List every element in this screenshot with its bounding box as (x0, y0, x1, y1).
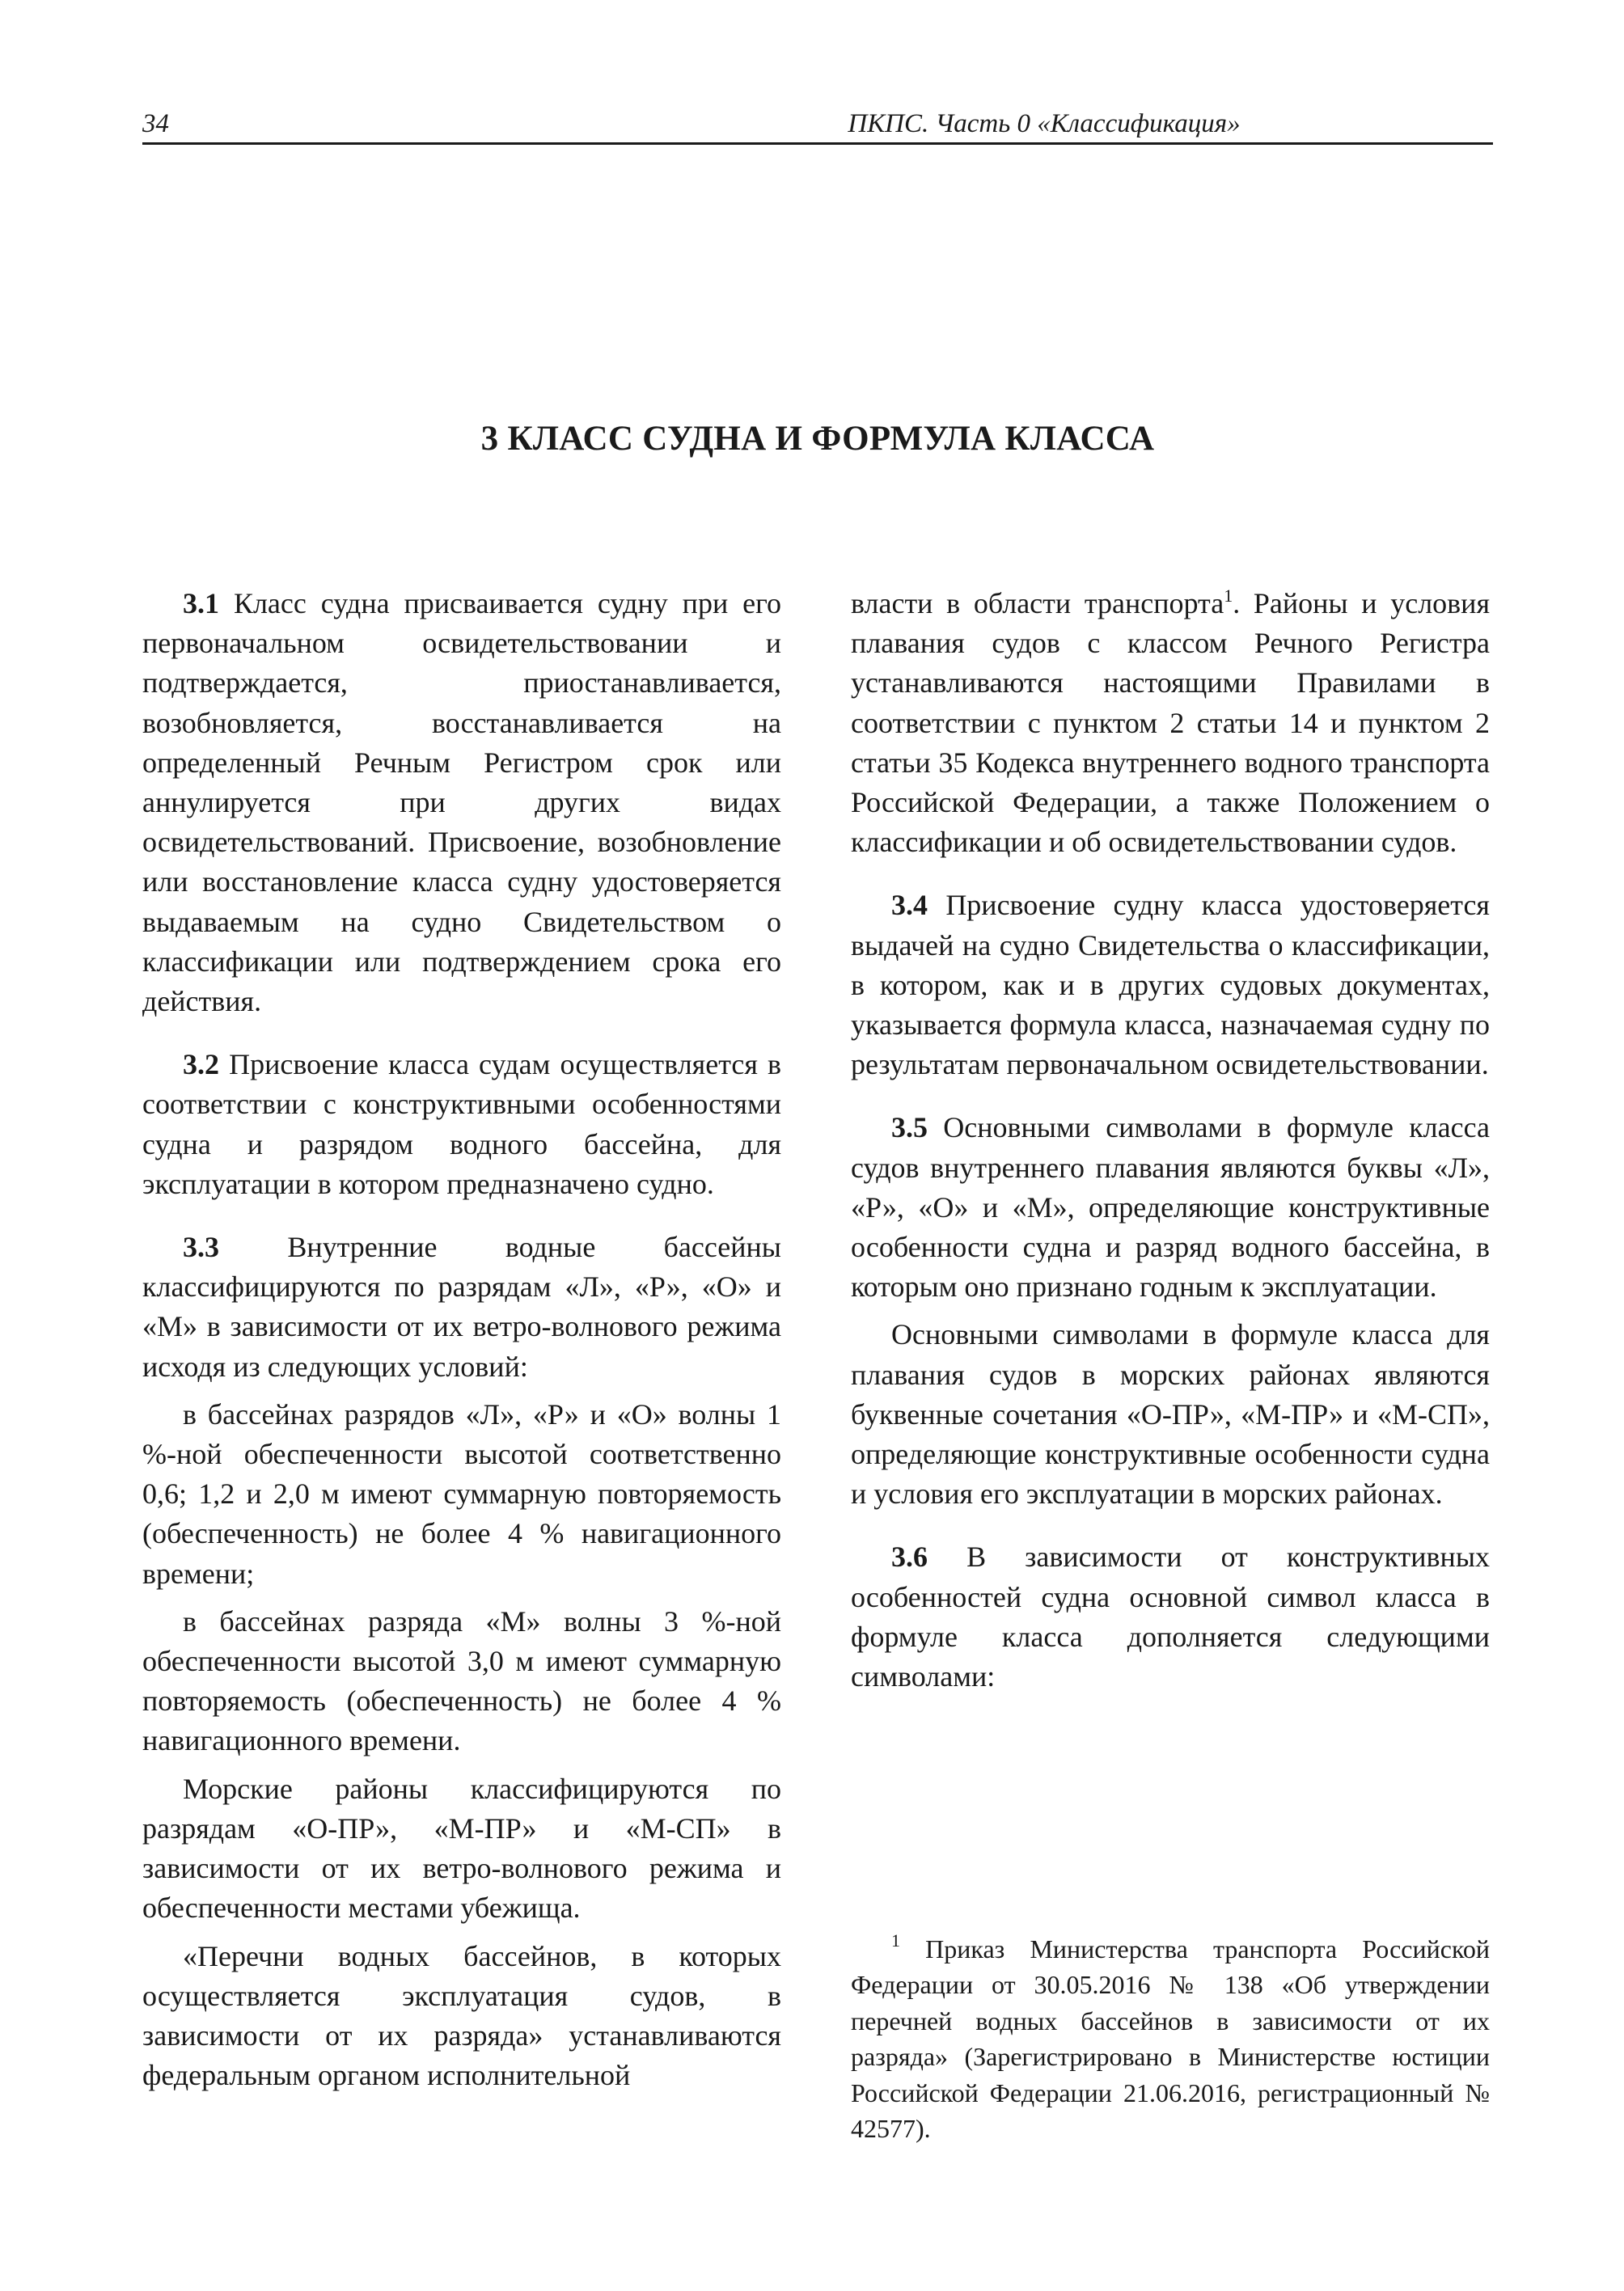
section-text: Класс судна присваивается судну при его первоначальном освидетельствовании и подтверждается, приостанавливается, возобновляется, восстанавливается на определенный Речным Регистром срок или аннулируется при других видах освидетельствований. Присвоение, возобновление или восстановление класса судну удостоверяется выдаваемым на судно Свидетельством о классификации или подтверждением срока его действия. (142, 587, 781, 1018)
section-number: 3.3 (183, 1231, 219, 1264)
footnote-body: Приказ Министерства транспорта Российской Федерации от 30.05.2016 № 138 «Об утверждении перечней водных бассейнов в зависимости от их разряда» (Зарегистрировано в Министерстве юстиции Российской Федерации 21.06.2016, регистрационный № 42577). (851, 1934, 1491, 2144)
section-number: 3.1 (183, 587, 219, 619)
section-text: Присвоение судну класса удостоверяется выдачей на судно Свидетельства о классификации, в котором, как и в других судовых документах, указывается формула класса, назначаемая судну по результатам первоначальном освидетельствовании. (851, 889, 1490, 1081)
section-3-3 (142, 1228, 781, 1387)
section-number: 3.6 (891, 1541, 928, 1574)
section-text: Присвоение класса судам осуществляется в соответствии с конструктивными особенностями судна и разрядом водного бассейна, для эксплуатации в котором предназначено судно. (142, 1048, 782, 1200)
section-3-3-para: Морские районы классифицируются по разрядам «О-ПР», «М-ПР» и «М-СП» в зависимости от их ветро-волнового режима и обеспеченности местами убежища. (142, 1772, 781, 1925)
section-number: 3.4 (891, 889, 928, 922)
section-text: Внутренние водные бассейны классифицируются по разрядам «Л», «Р», «О» и «М» в зависимости от их ветро-волнового режима исходя из следующих условий: (142, 1231, 781, 1383)
footnote-text (851, 1931, 1490, 2146)
section-3-1 (142, 584, 781, 1021)
continuation-text: власти в области транспорта (851, 587, 1224, 619)
section-3-6 (851, 1537, 1490, 1697)
footnote-reference: 1 (1224, 585, 1233, 606)
page-number: 34 (142, 109, 169, 138)
right-column (851, 584, 1490, 1697)
section-3-3-para: в бассейнах разрядов «Л», «Р» и «О» волны 1 %-ной обеспеченности высотой соответственно 0,6; 1,2 и 2,0 м имеют суммарную повторяемость (обеспеченность) не более 4 % навигационного времени; (142, 1397, 781, 1590)
continuation-text: . Районы и условия плавания судов с классом Речного Регистра устанавливаются настоящими Правилами в соответствии с пунктом 2 статьи 14 и пунктом 2 статьи 35 Кодекса внутреннего водного транспорта Российской Федерации, а также Положением о классификации и об освидетельствовании судов. (851, 587, 1490, 859)
section-3-3-continuation (851, 584, 1490, 862)
section-3-2 (142, 1045, 781, 1204)
section-3-3-para: в бассейнах разряда «М» волны 3 %-ной обеспеченности высотой 3,0 м имеют суммарную повторяемость (обеспеченность) не более 4 % навигационного времени. (142, 1604, 781, 1757)
section-number: 3.2 (183, 1048, 219, 1081)
section-3-5-para: Основными символами в формуле класса для плавания судов в морских районах являются буквенные сочетания «О-ПР», «М-ПР» и «М-СП», определяющие конструктивные особенности судна и условия его эксплуатации в морских районах. (851, 1318, 1490, 1511)
section-3-4 (851, 886, 1490, 1084)
section-text: В зависимости от конструктивных особенностей судна основной символ класса в формуле класса дополняется следующими символами: (851, 1541, 1490, 1693)
section-number: 3.5 (891, 1111, 928, 1144)
chapter-title: 3 КЛАСС СУДНА И ФОРМУЛА КЛАССА (480, 420, 1155, 458)
section-3-3-para: «Перечни водных бассейнов, в которых осуществляется эксплуатация судов, в зависимости от их разряда» устанавливаются федеральным органом исполнительной (142, 1939, 781, 2092)
footnote-mark: 1 (891, 1930, 900, 1951)
page-header (142, 105, 1493, 145)
section-3-5 (851, 1108, 1490, 1307)
footnote (851, 1931, 1490, 2146)
running-title: ПКПС. Часть 0 «Классификация» (848, 109, 1241, 138)
section-text: Основными символами в формуле класса судов внутреннего плавания являются буквы «Л», «Р», «О» и «М», определяющие конструктивные особенности судна и разряд водного бассейна, в которым оно признано годным к эксплуатации. (851, 1111, 1491, 1304)
left-column (142, 584, 781, 2095)
